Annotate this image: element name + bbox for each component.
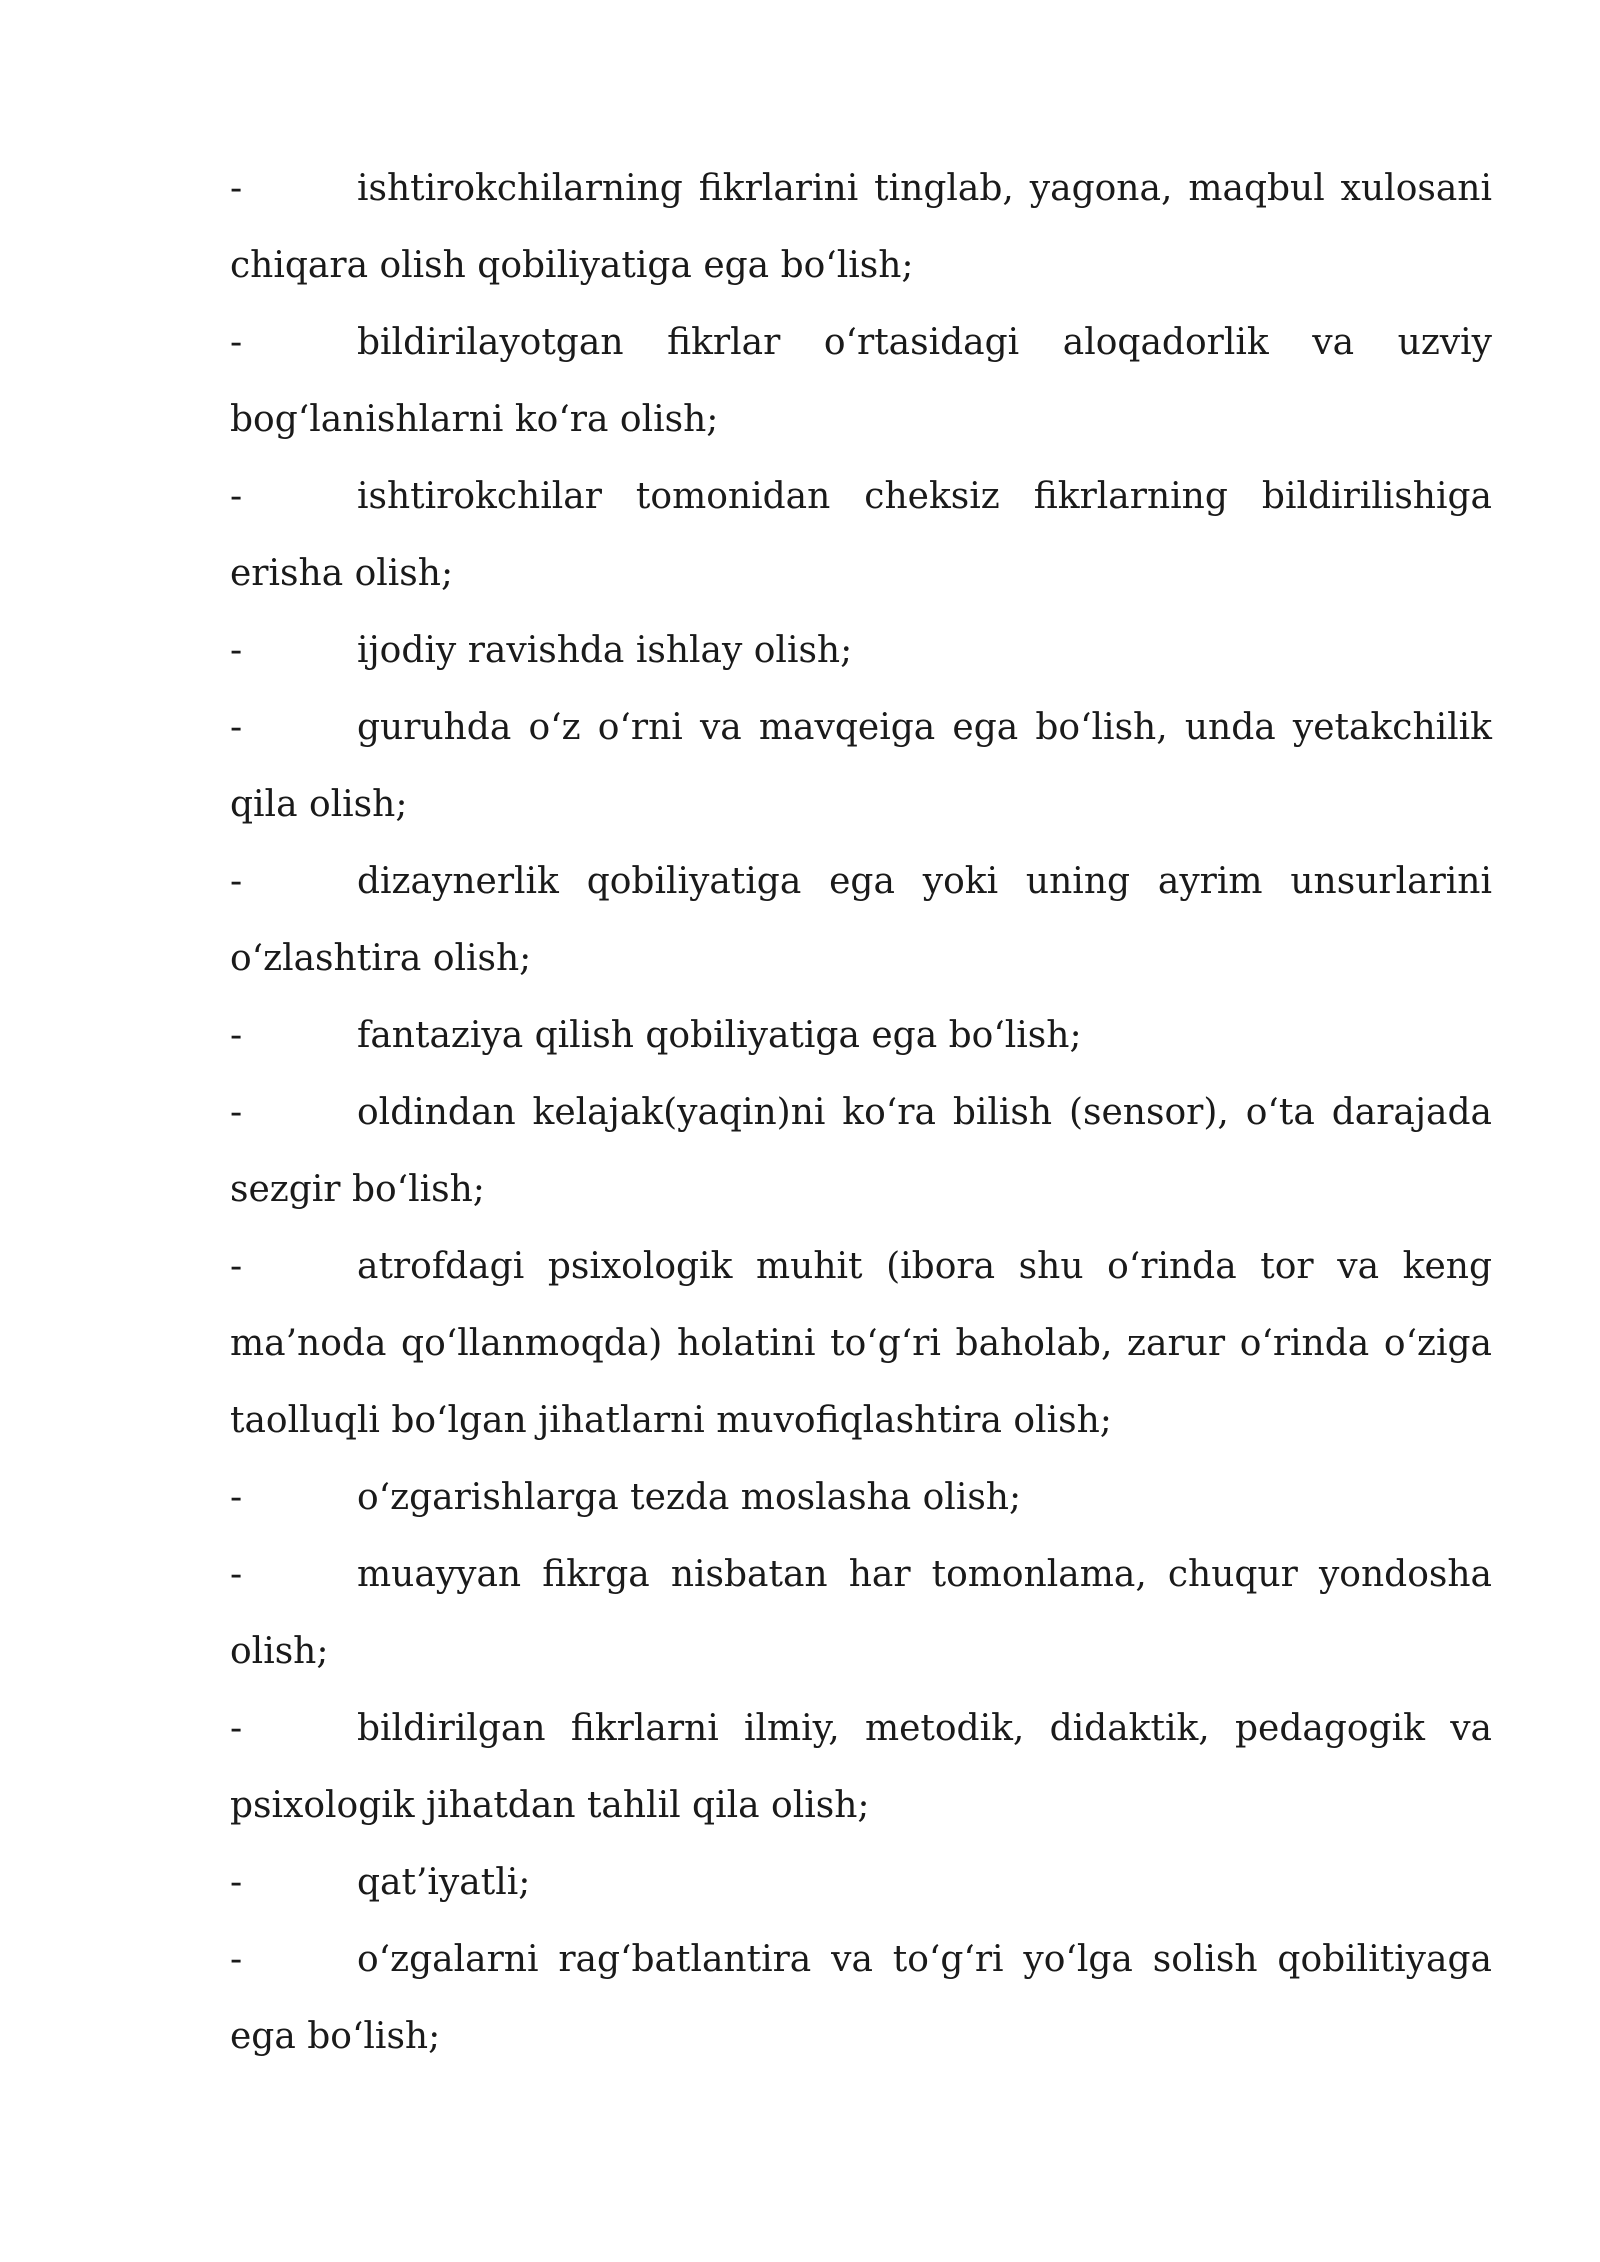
list-item <box>230 1536 1492 1690</box>
list-item <box>230 458 1492 612</box>
list-item-text: o‘zgalarni rag‘batlantira va to‘g‘ri yo‘lga solish qobilitiyaga ega bo‘lish; <box>230 1939 1492 2057</box>
dash-marker: - <box>230 707 243 748</box>
list-item <box>230 1921 1492 2075</box>
list-item <box>230 843 1492 997</box>
list-item <box>230 1690 1492 1844</box>
list-item-text: oldindan kelajak(yaqin)ni ko‘ra bilish (sensor), o‘ta darajada sezgir bo‘lish; <box>230 1092 1492 1210</box>
list-item-text: atrofdagi psixologik muhit (ibora shu o‘rinda tor va keng ma’noda qo‘llanmoqda) holatini to‘g‘ri baholab, zarur o‘rinda o‘ziga taolluqli bo‘lgan jihatlarni muvofiqlashtira olish; <box>230 1246 1492 1441</box>
dash-marker: - <box>230 1246 243 1287</box>
list-item-text: o‘zgarishlarga tezda moslasha olish; <box>357 1477 1022 1518</box>
dash-marker: - <box>230 1092 243 1133</box>
list-item <box>230 1459 1492 1536</box>
list-item <box>230 1844 1492 1921</box>
list-item <box>230 304 1492 458</box>
list-item-text: qat’iyatli; <box>357 1862 531 1903</box>
dash-marker: - <box>230 1015 243 1056</box>
dash-marker: - <box>230 1554 243 1595</box>
list-item <box>230 1228 1492 1459</box>
dash-marker: - <box>230 1708 243 1749</box>
list-item-text: fantaziya qilish qobiliyatiga ega bo‘lish; <box>357 1015 1082 1056</box>
list-item-text: ijodiy ravishda ishlay olish; <box>357 630 853 671</box>
dash-marker: - <box>230 630 243 671</box>
list-item-text: ishtirokchilar tomonidan cheksiz fikrlarning bildirilishiga erisha olish; <box>230 476 1492 594</box>
list-item-text: bildirilgan fikrlarni ilmiy, metodik, didaktik, pedagogik va psixologik jihatdan tahlil qila olish; <box>230 1708 1492 1826</box>
list-item <box>230 150 1492 304</box>
list-item <box>230 997 1492 1074</box>
dash-marker: - <box>230 476 243 517</box>
list-item <box>230 612 1492 689</box>
list-item <box>230 689 1492 843</box>
list-item-text: ishtirokchilarning fikrlarini tinglab, yagona, maqbul xulosani chiqara olish qobiliyatiga ega bo‘lish; <box>230 168 1492 286</box>
dash-marker: - <box>230 861 243 902</box>
dash-marker: - <box>230 1939 243 1980</box>
list-item-text: guruhda o‘z o‘rni va mavqeiga ega bo‘lish, unda yetakchilik qila olish; <box>230 707 1492 825</box>
dash-marker: - <box>230 1862 243 1903</box>
bullet-list <box>230 150 1492 2075</box>
list-item-text: dizaynerlik qobiliyatiga ega yoki uning ayrim unsurlarini o‘zlashtira olish; <box>230 861 1492 979</box>
dash-marker: - <box>230 168 243 209</box>
list-item <box>230 1074 1492 1228</box>
list-item-text: muayyan fikrga nisbatan har tomonlama, chuqur yondosha olish; <box>230 1554 1492 1672</box>
list-item-text: bildirilayotgan fikrlar o‘rtasidagi aloqadorlik va uzviy bog‘lanishlarni ko‘ra olish; <box>230 322 1492 440</box>
dash-marker: - <box>230 1477 243 1518</box>
dash-marker: - <box>230 322 243 363</box>
